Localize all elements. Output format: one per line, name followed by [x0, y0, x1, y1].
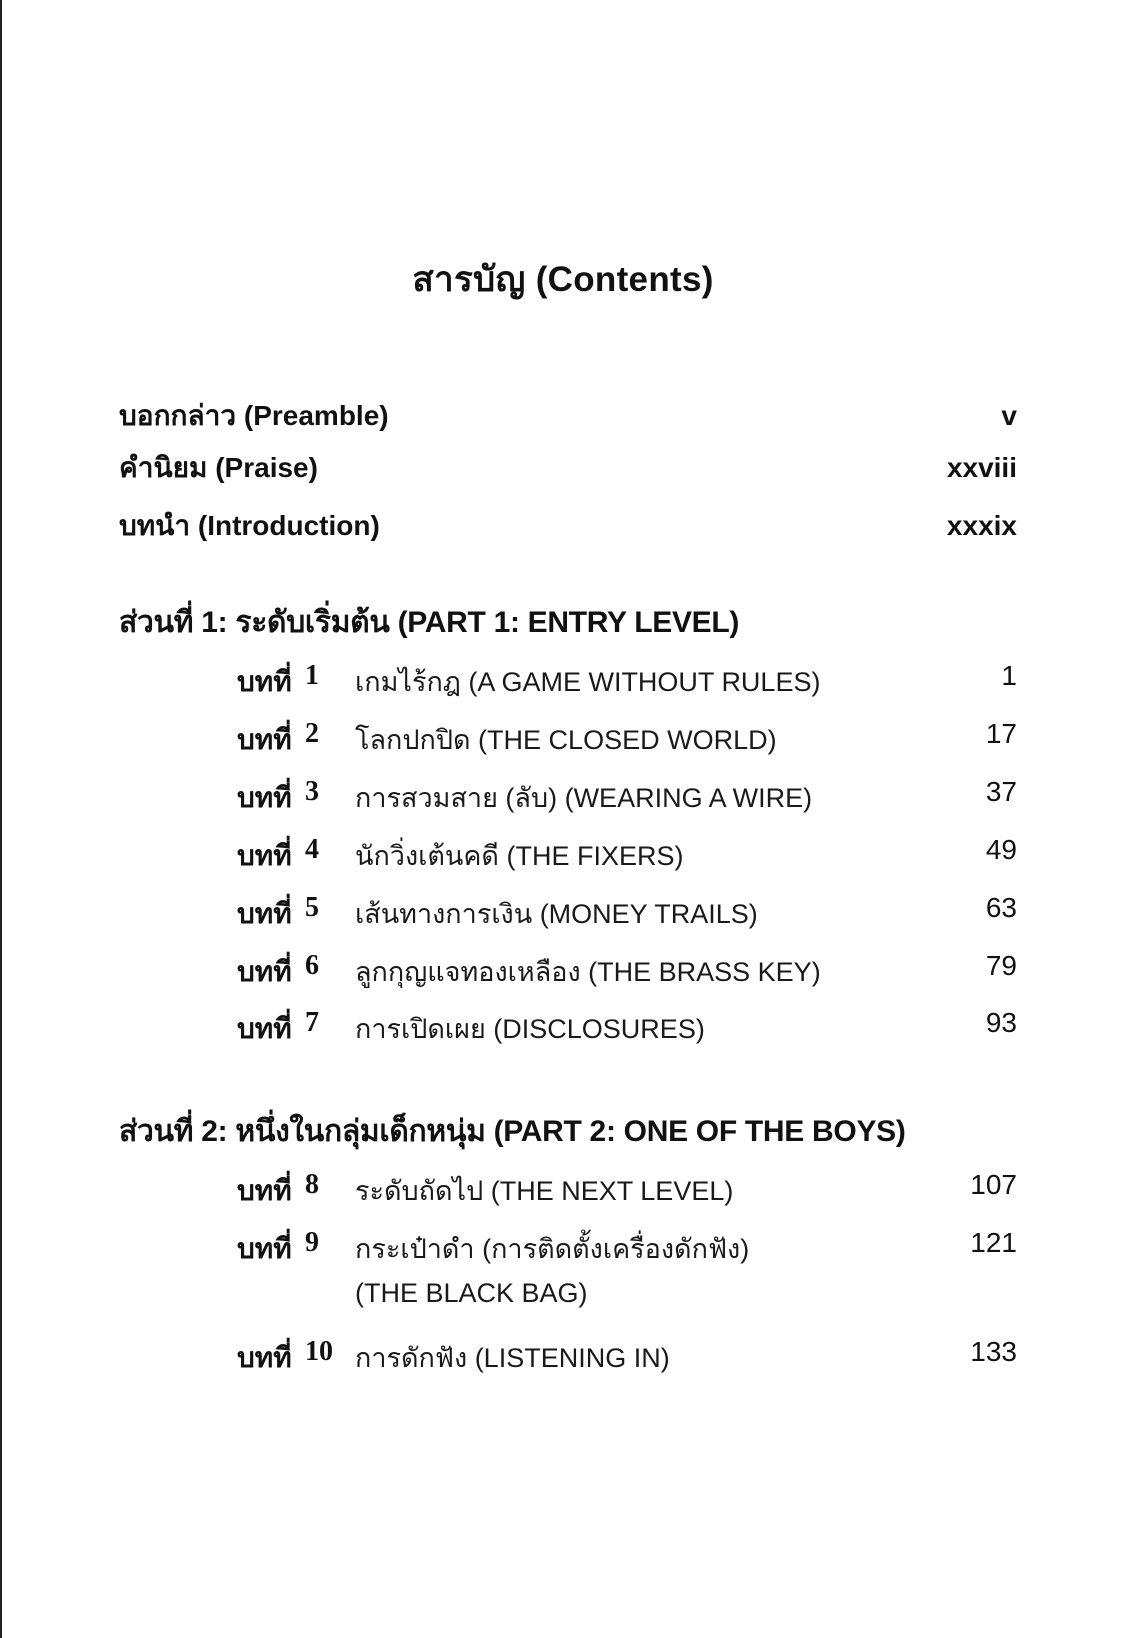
- toc-chapter-1[interactable]: [237, 660, 1017, 700]
- chapter-title: เกมไร้กฎ (A GAME WITHOUT RULES): [355, 667, 821, 697]
- chapter-page: 1: [1001, 660, 1017, 691]
- chapter-prefix: บทที่: [237, 1234, 292, 1265]
- toc-entry-page: xxviii: [946, 452, 1017, 483]
- toc-entry-praise[interactable]: [119, 446, 1017, 490]
- chapter-page: 49: [985, 834, 1017, 865]
- chapter-title: ลูกกุญแจทองเหลือง (THE BRASS KEY): [355, 957, 821, 987]
- toc-entry-label: คำนิยม (Praise): [119, 452, 318, 483]
- toc-entry-page: xxxix: [946, 510, 1017, 541]
- chapter-number: 7: [305, 1007, 319, 1038]
- chapter-number: 5: [305, 892, 319, 923]
- toc-entry-label: บทนำ (Introduction): [119, 510, 380, 541]
- chapter-page: 133: [970, 1336, 1017, 1367]
- chapter-number: 4: [305, 834, 319, 865]
- part-heading-2[interactable]: ส่วนที่ 2: หนึ่งในกลุ่มเด็กหนุ่ม (PART 2: ONE OF THE BOYS): [119, 1115, 906, 1148]
- toc-chapter-4[interactable]: [237, 834, 1017, 874]
- chapter-title: การดักฟัง (LISTENING IN): [355, 1343, 670, 1373]
- chapter-page: 93: [985, 1007, 1017, 1038]
- chapter-title: เส้นทางการเงิน (MONEY TRAILS): [355, 899, 758, 929]
- chapter-title: นักวิ่งเต้นคดี (THE FIXERS): [355, 841, 684, 871]
- chapter-title-continuation: (THE BLACK BAG): [355, 1278, 588, 1308]
- toc-entry-introduction[interactable]: [119, 504, 1017, 548]
- chapter-page: 37: [985, 776, 1017, 807]
- chapter-number: 6: [305, 950, 319, 981]
- toc-chapter-10[interactable]: [237, 1336, 1017, 1376]
- chapter-prefix: บทที่: [237, 1176, 292, 1207]
- chapter-number: 1: [305, 660, 319, 691]
- chapter-title: ระดับถัดไป (THE NEXT LEVEL): [355, 1176, 734, 1206]
- chapter-page: 63: [985, 892, 1017, 923]
- part-heading-1[interactable]: ส่วนที่ 1: ระดับเริ่มต้น (PART 1: ENTRY LEVEL): [119, 606, 740, 639]
- chapter-number: 10: [305, 1336, 333, 1367]
- chapter-title: การเปิดเผย (DISCLOSURES): [355, 1014, 705, 1044]
- chapter-prefix: บทที่: [237, 667, 292, 698]
- chapter-prefix: บทที่: [237, 957, 292, 988]
- toc-entry-preamble[interactable]: [119, 394, 1017, 438]
- chapter-prefix: บทที่: [237, 783, 292, 814]
- chapter-prefix: บทที่: [237, 899, 292, 930]
- chapter-page: 17: [985, 718, 1017, 749]
- toc-chapter-2[interactable]: [237, 718, 1017, 758]
- toc-entry-page: v: [1001, 400, 1017, 431]
- toc-chapter-6[interactable]: [237, 950, 1017, 990]
- chapter-title: โลกปกปิด (THE CLOSED WORLD): [355, 725, 777, 755]
- chapter-prefix: บทที่: [237, 1014, 292, 1045]
- toc-chapter-3[interactable]: [237, 776, 1017, 816]
- toc-entry-label: บอกกล่าว (Preamble): [119, 400, 389, 431]
- chapter-number: 8: [305, 1169, 319, 1200]
- toc-chapter-5[interactable]: [237, 892, 1017, 932]
- chapter-title: การสวมสาย (ลับ) (WEARING A WIRE): [355, 783, 813, 813]
- chapter-prefix: บทที่: [237, 841, 292, 872]
- toc-chapter-9[interactable]: [237, 1227, 1017, 1267]
- chapter-page: 121: [970, 1227, 1017, 1258]
- chapter-page: 79: [985, 950, 1017, 981]
- chapter-prefix: บทที่: [237, 725, 292, 756]
- chapter-number: 3: [305, 776, 319, 807]
- chapter-number: 2: [305, 718, 319, 749]
- chapter-page: 107: [970, 1169, 1017, 1200]
- page-edge-line: [0, 0, 2, 1638]
- chapter-title: กระเป๋าดำ (การติดตั้งเครื่องดักฟัง): [355, 1234, 750, 1264]
- chapter-number: 9: [305, 1227, 319, 1258]
- toc-chapter-8[interactable]: [237, 1169, 1017, 1209]
- page-title: สารบัญ (Contents): [412, 260, 714, 299]
- chapter-prefix: บทที่: [237, 1343, 292, 1374]
- toc-chapter-7[interactable]: [237, 1007, 1017, 1047]
